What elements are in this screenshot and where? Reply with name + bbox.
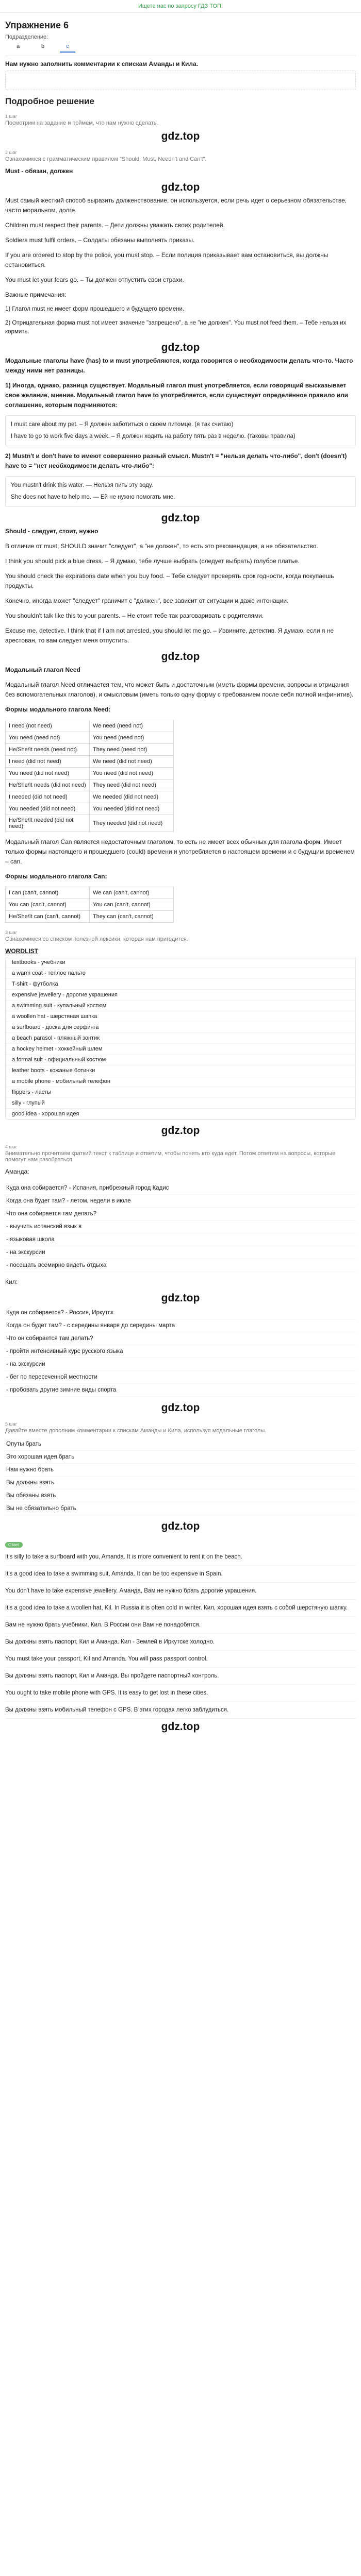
answer-row: Вы должны взять паспорт, Кил и Аманда. Кил - Землей в Иркутске холодно.: [5, 1634, 356, 1651]
wordlist: [5, 957, 356, 1120]
answer-row: Вам не нужно брать учебники, Кил. В России они Вам не понадобятся.: [5, 1617, 356, 1634]
have-to-text: Модальные глаголы have (has) to и must употребляются, когда говорится о необходимости делать что-то. Часто между ними нет разницы.: [5, 357, 353, 374]
list-item: a formal suit - официальный костюм: [6, 1055, 355, 1065]
list-item: Когда она будет там? - летом, недели в июле: [5, 1195, 356, 1208]
table-cell: We need (did not need): [90, 756, 174, 768]
list-item: silly - глупый: [6, 1098, 355, 1109]
kil-label: Кил:: [5, 1278, 18, 1285]
step-2-hint: Ознакомимся с грамматическим правилом "Should, Must, Needn't and Can't".: [5, 156, 207, 162]
watermark: gdz.top: [161, 130, 200, 142]
should-example-pick: I think you should pick a blue dress. – Я думаю, тебе лучше выбрать (следует выбрать) голубое платье.: [5, 557, 300, 565]
top-banner: Ищете нас по запросу ГДЗ ТОП!: [0, 0, 361, 13]
step-5-hint: Давайте вместе дополним комментарии к спискам Аманды и Кила, используя модальные глаголы.: [5, 1428, 267, 1434]
example-row: I must care about my pet. – Я должен заботиться о своем питомце. (я так считаю): [11, 421, 234, 428]
list-item: Опуты брать: [5, 1438, 356, 1451]
list-item: - пробовать другие зимние виды спорта: [5, 1384, 356, 1397]
examples-box-a: [5, 415, 356, 446]
subsection-label: Подразделение:: [5, 34, 48, 40]
answer-row: You don't have to take expensive jewellery. Аманда, Вам не нужно брать дорогие украшения.: [5, 1583, 356, 1600]
page-content: [0, 20, 361, 1733]
must-example-soldiers: Soldiers must fulfil orders. – Солдаты обязаны выполнять приказы.: [5, 236, 195, 244]
answer-row: You ought to take mobile phone with GPS. It is easy to get lost in these cities.: [5, 1685, 356, 1702]
tab-c[interactable]: c: [60, 43, 75, 53]
list-item: textbooks - учебники: [6, 957, 355, 968]
table-cell: We need (need not): [90, 720, 174, 732]
list-item: - на экскурсии: [5, 1358, 356, 1371]
should-example-check: You should check the expirations date when you buy food. – Тебе следует проверять срок годности, когда покупаешь продукты.: [5, 572, 334, 589]
table-cell: You need (did not need): [6, 768, 90, 779]
table-row: [6, 720, 174, 732]
list-item: a hockey helmet - хоккейный шлем: [6, 1044, 355, 1055]
list-item: a surfboard - доска для серфинга: [6, 1022, 355, 1033]
mustnt-text: 2) Mustn't и don't have to имеют совершенно разный смысл. Mustn't = "нельзя делать что-либо", don't (doesn't) have to = "нет необходимости делать что-либо":: [5, 452, 347, 469]
answer-list: [5, 1549, 356, 1719]
table-cell: You needed (did not need): [90, 803, 174, 815]
watermark: gdz.top: [161, 651, 200, 663]
page-title: Упражнение 6: [5, 20, 69, 30]
should-title: Should - следует, стоит, нужно: [5, 528, 99, 535]
kil-questions: [5, 1307, 356, 1397]
table-cell: They need (did not need): [90, 779, 174, 791]
list-item: - посещать всемирно видеть отдыха: [5, 1259, 356, 1272]
table-row: [6, 911, 174, 923]
step-4-hint: Внимательно прочитаем краткий текст к таблице и ответим, чтобы понять кто куда едет. Потом ответим на вопросы, которые помогут нам разобраться.: [5, 1150, 336, 1163]
list-item: - выучить испанский язык в: [5, 1221, 356, 1233]
list-item: Когда он будет там? - с середины января до середины марта: [5, 1319, 356, 1332]
list-item: a warm coat - теплое пальто: [6, 968, 355, 979]
watermark: gdz.top: [161, 1292, 200, 1304]
amanda-questions: [5, 1182, 356, 1272]
list-item: Вы должны взять: [5, 1477, 356, 1489]
step-3-hint: Ознакомимся со списком полезной лексики, которая нам пригодится.: [5, 936, 188, 942]
important-title: Важные примечания:: [5, 291, 67, 298]
can-text: Модальный глагол Can является недостаточным глаголом, то есть не имеет всех обычных для глагола форм. Имеет только формы настоящего и прошедшего (could) времени и употребляется в настоящем времени и с будущим временем – can.: [5, 838, 355, 865]
answer-row: Вы должны взять паспорт, Кил и Аманда. Вы пройдете паспортный контроль.: [5, 1668, 356, 1685]
table-row: [6, 744, 174, 756]
list-item: flippers - ласты: [6, 1087, 355, 1098]
note-1: 1) Глагол must не имеет форм прошедшего и будущего времени.: [5, 306, 185, 312]
table-cell: You can (can't, cannot): [6, 899, 90, 911]
must-title: Must - обязан, должен: [5, 167, 73, 175]
table-row: [6, 756, 174, 768]
need-text: Модальный глагол Need отличается тем, что может быть и достаточным (иметь формы времени, вопросы и отрицания без вспомогательных глаголов), и смысловым (иметь только одну форму с требованием после себя полной инфинитив).: [5, 681, 354, 698]
answer-badge: Ответ: [5, 1542, 23, 1548]
list-item: Куда он собирается? - Россия, Иркутск: [5, 1307, 356, 1319]
need-title: Модальный глагол Need: [5, 666, 80, 673]
list-item: Вы обязаны взять: [5, 1489, 356, 1502]
step-5-rows: [5, 1438, 356, 1515]
must-example-fears: You must let your fears go. – Ты должен отпустить свои страхи.: [5, 276, 184, 283]
shouldnt-example: You shouldn't talk like this to your parents. – Не стоит тебе так разговаривать с родителями.: [5, 612, 264, 619]
step-5-label: 5 шаг: [5, 1421, 18, 1427]
table-cell: I needed (did not need): [6, 791, 90, 803]
table-cell: We needed (did not need): [90, 791, 174, 803]
table-row: [6, 803, 174, 815]
list-item: T-shirt - футболка: [6, 979, 355, 990]
table-cell: He/She/It needed (did not need): [6, 815, 90, 832]
tab-a[interactable]: a: [16, 43, 20, 49]
table-cell: He/She/It needs (need not): [6, 744, 90, 756]
table-cell: I need (not need): [6, 720, 90, 732]
table-row: [6, 779, 174, 791]
detective-example: Excuse me, detective. I think that if I am not arrested, you should let me go. – Извините, детектив. Я думаю, если я не арестован, то вам следует меня отпустить.: [5, 627, 334, 644]
need-forms-table: [5, 720, 174, 832]
list-item: Что она собирается там делать?: [5, 1208, 356, 1221]
table-cell: You need (need not): [90, 732, 174, 744]
list-item: - языковая школа: [5, 1233, 356, 1246]
table-row: [6, 791, 174, 803]
answer-row: It's a good idea to take a woollen hat, Kil. In Russia it is often cold in winter. Кил, хорошая идея взять с собой шерстяную шапку.: [5, 1600, 356, 1617]
list-item: Вы не обязательно брать: [5, 1502, 356, 1515]
list-item: a swimming suit - купальный костюм: [6, 1001, 355, 1011]
answer-row: You must take your passport, Kil and Amanda. You will pass passport control.: [5, 1651, 356, 1668]
example-row: She does not have to help me. — Ей не нужно помогать мне.: [11, 494, 175, 500]
answer-row: It's a good idea to take a swimming suit, Amanda. It can be too expensive in Spain.: [5, 1566, 356, 1583]
example-row: I have to go to work five days a week. – Я должен ходить на работу пять раз в неделю. (таковы правила): [11, 433, 296, 439]
step-1-label: 1 шаг: [5, 114, 18, 119]
need-forms-title: Формы модального глагола Need:: [5, 706, 111, 713]
table-cell: You needed (did not need): [6, 803, 90, 815]
ad-placeholder: [5, 71, 356, 90]
must-example-children: Children must respect their parents. – Дети должны уважать своих родителей.: [5, 222, 225, 229]
list-item: Нам нужно брать: [5, 1464, 356, 1477]
step-1-hint: Посмотрим на задание и поймем, что нам нужно сделать.: [5, 120, 158, 126]
watermark: gdz.top: [161, 1125, 200, 1137]
step-3-label: 3 шаг: [5, 930, 18, 935]
watermark: gdz.top: [161, 1402, 200, 1414]
example-row: You mustn't drink this water. — Нельзя пить эту воду.: [11, 482, 153, 488]
table-cell: I can (can't, cannot): [6, 887, 90, 899]
should-text: В отличие от must, SHOULD значит "следует", а "не должен", то есть это рекомендация, а не обязательство.: [5, 543, 318, 550]
table-cell: He/She/It can (can't, cannot): [6, 911, 90, 923]
table-cell: You need (need not): [6, 732, 90, 744]
task-text: Нам нужно заполнить комментарии к спискам Аманды и Кила.: [5, 60, 199, 67]
watermark: gdz.top: [161, 181, 200, 193]
solution-title: Подробное решение: [5, 96, 94, 106]
tab-b[interactable]: b: [41, 43, 45, 49]
can-forms-title: Формы модального глагола Can:: [5, 873, 107, 880]
table-row: [6, 815, 174, 832]
must-example-police: If you are ordered to stop by the police, you must stop. – Если полиция приказывает вам остановиться, вы должны остановиться.: [5, 251, 329, 268]
examples-box-b: [5, 476, 356, 507]
watermark: gdz.top: [161, 342, 200, 353]
table-row: [6, 899, 174, 911]
watermark: gdz.top: [161, 1721, 200, 1733]
step-4-label: 4 шаг: [5, 1144, 18, 1149]
list-item: - пройти интенсивный курс русского языка: [5, 1345, 356, 1358]
list-item: a beach parasol - пляжный зонтик: [6, 1033, 355, 1044]
list-item: Это хорошая идея брать: [5, 1451, 356, 1464]
watermark: gdz.top: [161, 512, 200, 524]
list-item: - бег по пересеченной местности: [5, 1371, 356, 1384]
answer-row: Вы должны взять мобильный телефон с GPS. В этих городах легко заблудиться.: [5, 1702, 356, 1719]
table-row: [6, 732, 174, 744]
difference-text: 1) Иногда, однако, разница существует. Модальный глагол must употребляется, если говорящий высказывает свое желание, мнение. Модальный глагол have to употребляется, если существует определённое правило или соглашение, которым подчиняются:: [5, 382, 349, 409]
list-item: - на экскурсии: [5, 1246, 356, 1259]
table-cell: I need (did not need): [6, 756, 90, 768]
table-cell: They can (can't, cannot): [90, 911, 174, 923]
table-cell: They need (need not): [90, 744, 174, 756]
list-item: good idea - хорошая идея: [12, 1111, 79, 1117]
amanda-label: Аманда:: [5, 1168, 29, 1175]
table-row: [6, 768, 174, 779]
table-cell: You can (can't, cannot): [90, 899, 174, 911]
should-soften: Конечно, иногда может "следует" граничит с "должен", все зависит от ситуации и даже интонации.: [5, 597, 289, 604]
table-cell: You need (did not need): [90, 768, 174, 779]
table-cell: He/She/It needs (did not need): [6, 779, 90, 791]
subsection-tabs: [5, 41, 356, 56]
table-cell: They needed (did not need): [90, 815, 174, 832]
note-2: 2) Отрицательная форма must not имеет значение "запрещено", а не "не должен". You must not feed them. – Тебе нельзя их кормить.: [5, 320, 347, 335]
list-item: Куда она собирается? - Испания, прибрежный город Кадис: [5, 1182, 356, 1195]
list-item: leather boots - кожаные ботинки: [6, 1065, 355, 1076]
watermark: gdz.top: [161, 1520, 200, 1532]
list-item: a mobile phone - мобильный телефон: [6, 1076, 355, 1087]
list-item: Что он собирается там делать?: [5, 1332, 356, 1345]
list-item: expensive jewellery - дорогие украшения: [6, 990, 355, 1001]
answer-row: It's silly to take a surfboard with you, Amanda. It is more convenient to rent it on the beach.: [5, 1549, 356, 1566]
list-item: a woollen hat - шерстяная шапка: [6, 1011, 355, 1022]
step-2-label: 2 шаг: [5, 150, 18, 155]
table-row: [6, 887, 174, 899]
must-text: Must самый жесткий способ выразить долженствование, он используется, если речь идет о серьезном обязательстве, часто моральном, долге.: [5, 197, 347, 214]
table-cell: We can (can't, cannot): [90, 887, 174, 899]
can-forms-table: [5, 887, 174, 923]
wordlist-title: WORDLIST: [5, 947, 38, 955]
